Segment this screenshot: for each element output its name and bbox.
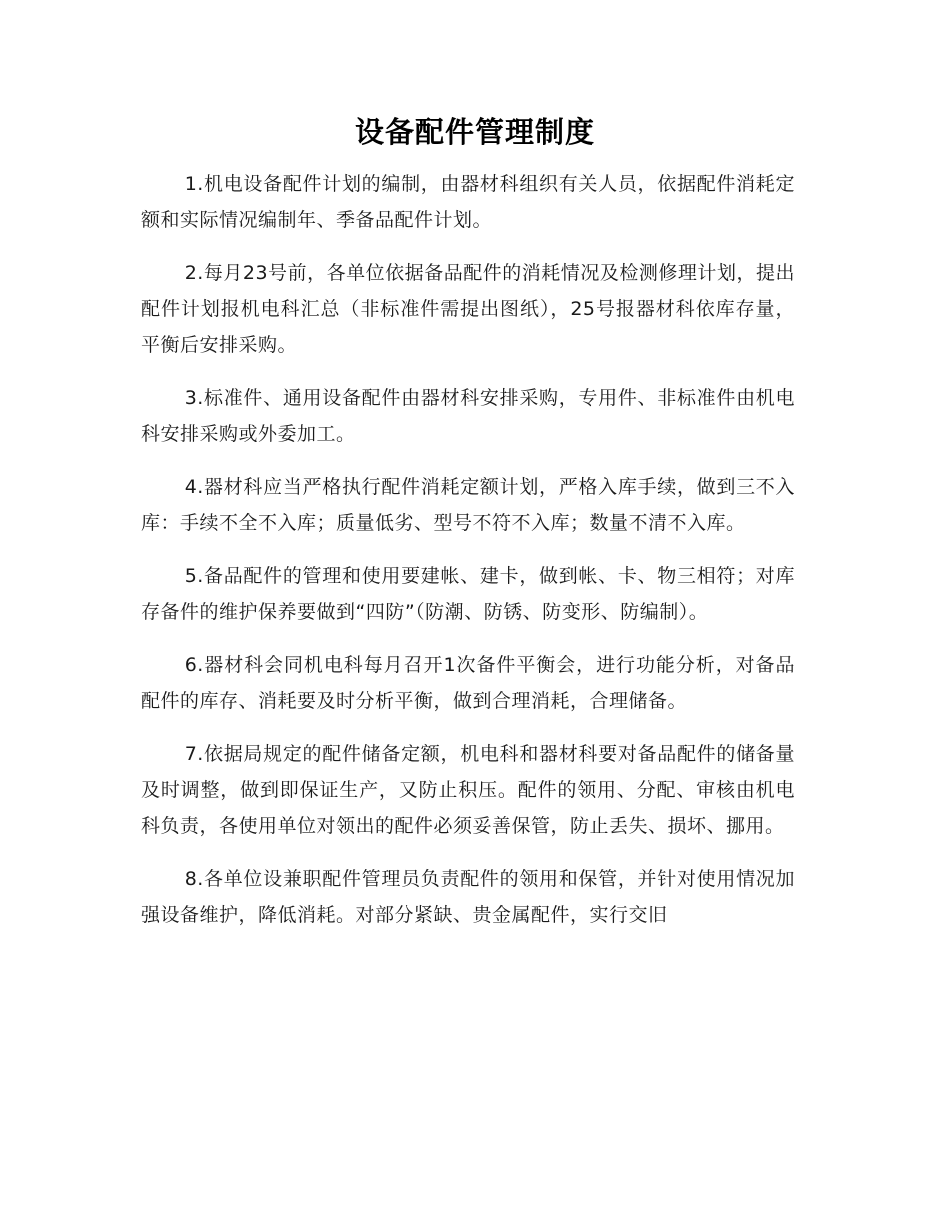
paragraph-3: 3.标准件、通用设备配件由器材科安排采购，专用件、非标准件由机电科安排采购或外委加工。 [141,387,795,445]
paragraph-8: 8.各单位设兼职配件管理员负责配件的领用和保管，并针对使用情况加强设备维护，降低消耗。对部分紧缺、贵金属配件，实行交旧 [141,868,795,926]
paragraph-5: 5.备品配件的管理和使用要建帐、建卡，做到帐、卡、物三相符；对库存备件的维护保养要做到“四防”（防潮、防锈、防变形、防编制）。 [141,565,795,623]
paragraph-6: 6.器材科会同机电科每月召开1次备件平衡会，进行功能分析，对备品配件的库存、消耗要及时分析平衡，做到合理消耗，合理储备。 [141,654,795,712]
paragraph-1: 1.机电设备配件计划的编制，由器材科组织有关人员，依据配件消耗定额和实际情况编制年、季备品配件计划。 [141,173,795,231]
document-body [141,166,795,950]
document-title: 设备配件管理制度 [354,115,595,149]
paragraph-7: 7.依据局规定的配件储备定额，机电科和器材科要对备品配件的储备量及时调整，做到即保证生产，又防止积压。配件的领用、分配、审核由机电科负责，各使用单位对领出的配件必须妥善保管，防止丢失、损坏、挪用。 [141,743,795,837]
paragraph-4: 4.器材科应当严格执行配件消耗定额计划，严格入库手续，做到三不入库：手续不全不入库；质量低劣、型号不符不入库；数量不清不入库。 [141,476,795,534]
paragraph-2: 2.每月23号前，各单位依据备品配件的消耗情况及检测修理计划，提出配件计划报机电科汇总（非标准件需提出图纸），25号报器材科依库存量，平衡后安排采购。 [141,262,795,356]
